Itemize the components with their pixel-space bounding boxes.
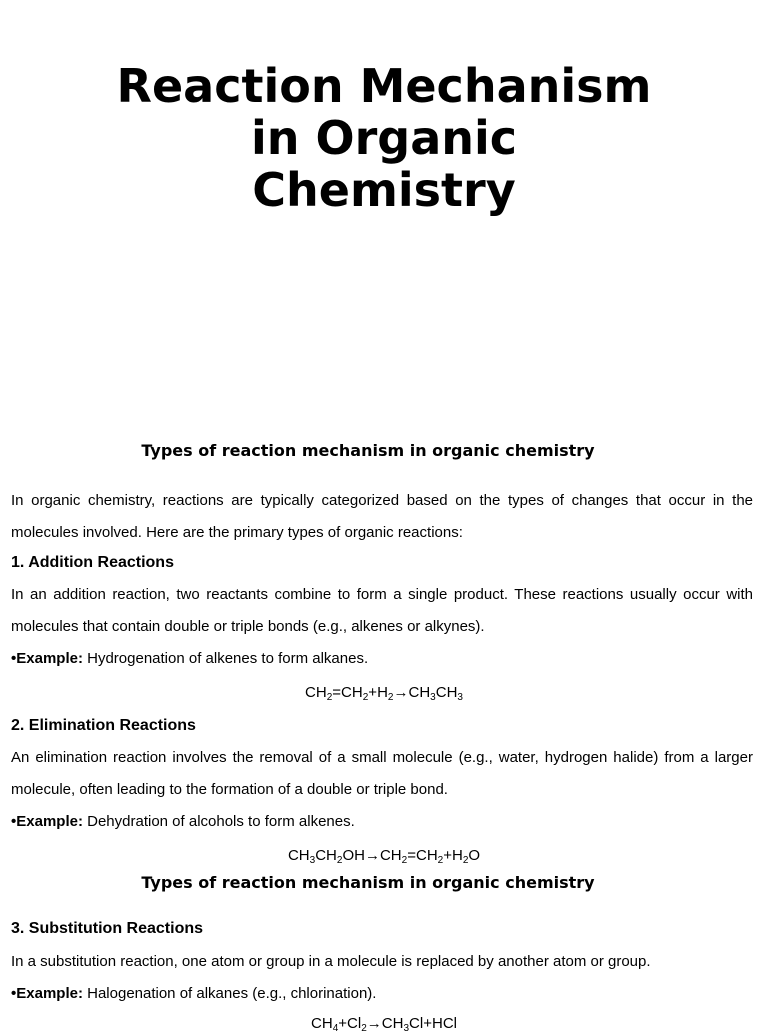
addition-example bbox=[11, 649, 368, 669]
substitution-example bbox=[11, 984, 376, 1004]
title-line-3: Chemistry bbox=[252, 163, 516, 217]
elimination-example bbox=[11, 812, 355, 832]
repeated-section-heading: Types of reaction mechanism in organic chemistry bbox=[141, 873, 595, 892]
substitution-body: In a substitution reaction, one atom or group in a molecule is replaced by another atom or group. bbox=[11, 953, 651, 970]
title-line-1: Reaction Mechanism bbox=[116, 59, 652, 113]
addition-heading: 1. Addition Reactions bbox=[11, 554, 174, 571]
example-label: •Example: bbox=[11, 650, 83, 667]
addition-equation: $CH_2=CH_2+H_2\to CH_3CH_3$ bbox=[305, 684, 463, 703]
example-text: Dehydration of alcohols to form alkenes. bbox=[82, 813, 355, 830]
title-line-2: in Organic bbox=[250, 111, 518, 165]
example-text: Halogenation of alkanes (e.g., chlorination). bbox=[82, 985, 377, 1002]
elimination-equation: $CH_3CH_2OH\to CH_2=CH_2+H_2O$ bbox=[287, 847, 481, 866]
elimination-body: An elimination reaction involves the removal of a small molecule (e.g., water, hydrogen halide) from a larger molecule, often leading to the formation of a double or triple bond. bbox=[11, 749, 753, 798]
elimination-heading: 2. Elimination Reactions bbox=[11, 717, 196, 734]
example-label: •Example: bbox=[11, 985, 83, 1002]
section-heading: Types of reaction mechanism in organic chemistry bbox=[141, 441, 595, 460]
substitution-equation: $CH_4+Cl_2\to CH_3Cl+HCl$ bbox=[311, 1015, 457, 1034]
document-title bbox=[0, 60, 768, 216]
intro-paragraph: In organic chemistry, reactions are typically categorized based on the types of changes that occur in the molecules involved. Here are the primary types of organic reactions: bbox=[11, 492, 753, 541]
addition-body: In an addition reaction, two reactants combine to form a single product. These reactions usually occur with molecules that contain double or triple bonds (e.g., alkenes or alkynes). bbox=[11, 586, 753, 635]
example-label: •Example: bbox=[11, 813, 83, 830]
substitution-heading: 3. Substitution Reactions bbox=[11, 920, 204, 937]
example-text: Hydrogenation of alkenes to form alkanes. bbox=[82, 650, 369, 667]
